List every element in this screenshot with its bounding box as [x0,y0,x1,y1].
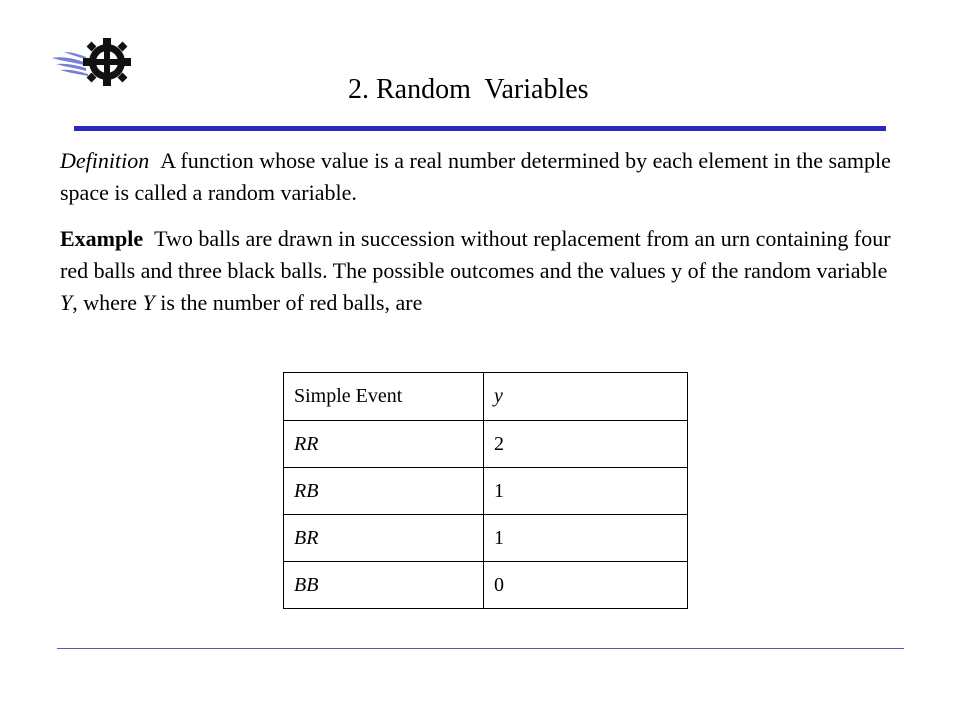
example-variable-y-2: Y [142,290,155,315]
header-y: y [484,373,688,421]
cell-event: BR [284,515,484,562]
example-paragraph [60,223,910,319]
definition-text: A function whose value is a real number determined by each element in the sample space is called a random variable. [60,148,891,205]
definition-paragraph [60,145,910,209]
cell-y-value: 2 [484,421,688,468]
title-underline [74,126,886,131]
cell-event: RR [284,421,484,468]
cell-event: BB [284,562,484,609]
slide-title: 2. Random Variables [348,74,589,105]
wing-swoosh-icon [52,52,88,76]
header-simple-event: Simple Event [284,373,484,421]
cell-event: RB [284,468,484,515]
example-text-part-1: Two balls are drawn in succession without replacement from an urn containing four red balls and three black balls. The possible outcomes and the values y of the random variable [60,226,891,283]
example-text-part-2: , where [72,290,143,315]
table-row [284,515,688,562]
cell-y-value: 1 [484,468,688,515]
footer-divider [57,648,904,649]
table-row [284,562,688,609]
example-text-part-3: is the number of red balls, are [154,290,423,315]
definition-term: Definition [60,148,150,173]
example-term: Example [60,226,144,251]
winged-gear-logo [50,36,136,88]
table-row [284,421,688,468]
table-row [284,468,688,515]
cell-y-value: 0 [484,562,688,609]
example-variable-y: Y [60,290,73,315]
cell-y-value: 1 [484,515,688,562]
outcomes-table [283,372,688,609]
table-header-row [284,373,688,421]
